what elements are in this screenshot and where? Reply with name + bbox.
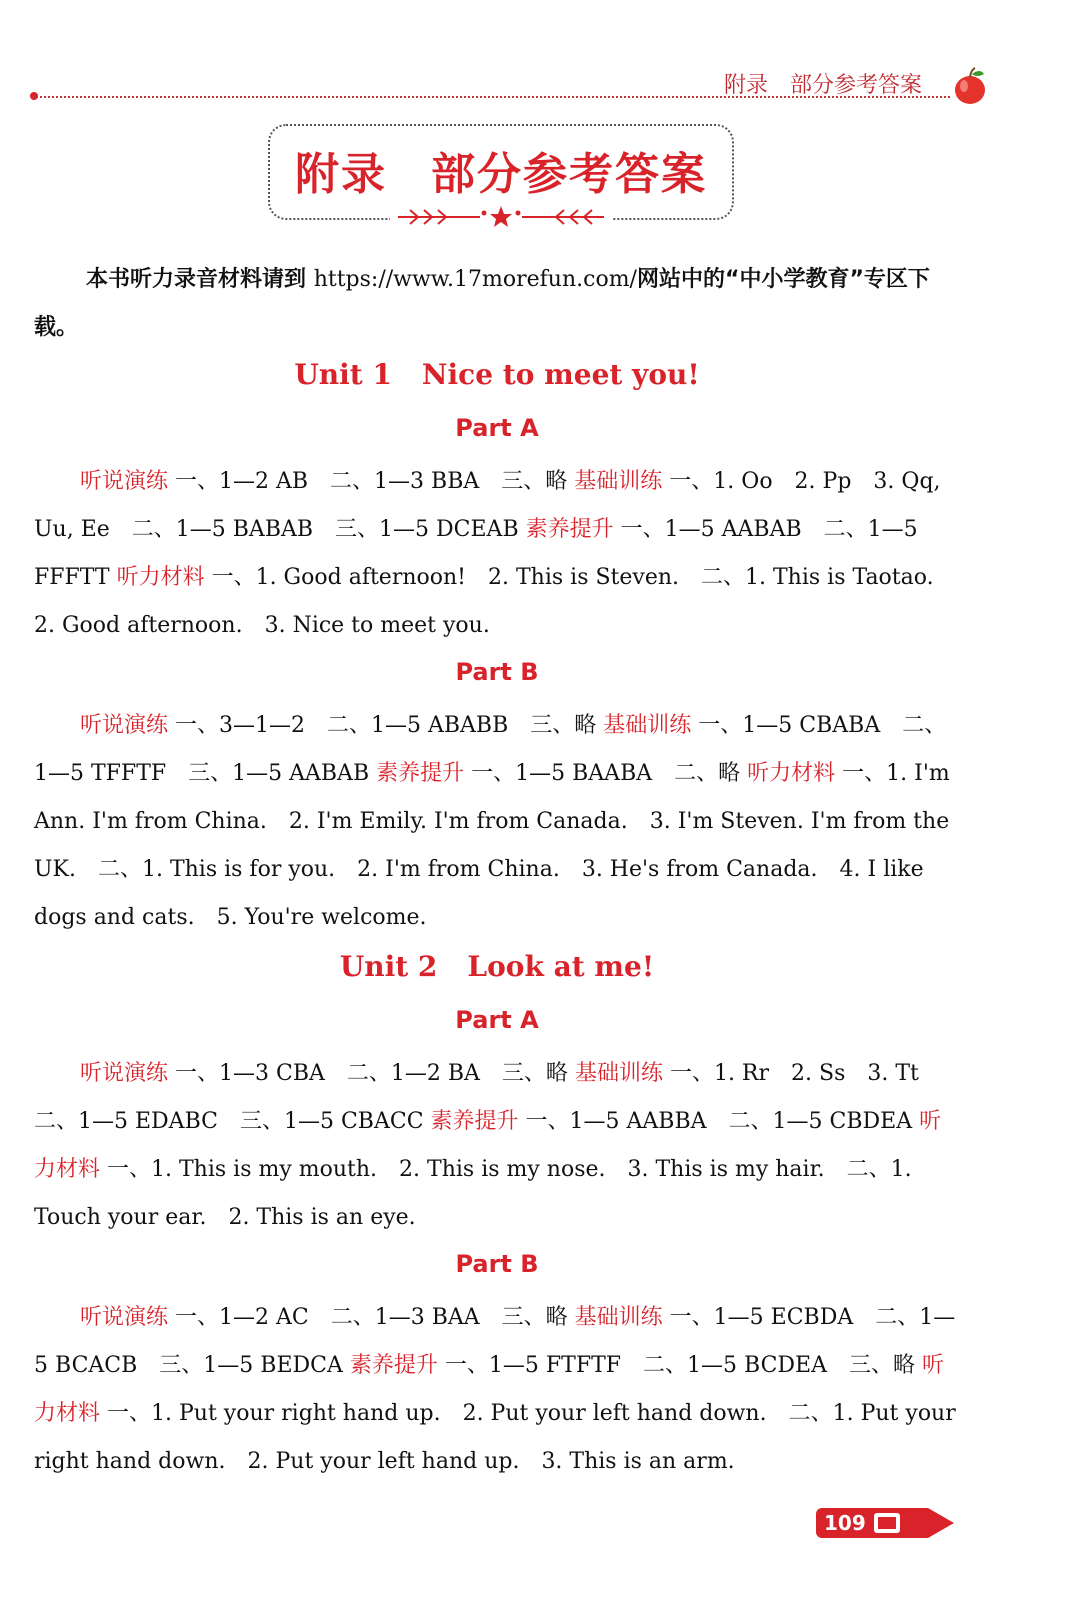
label-listen-speak: 听说演练: [80, 469, 169, 494]
label-literacy: 素养提升: [430, 1109, 519, 1134]
page-title: [270, 138, 732, 202]
label-basic: 基础训练: [574, 469, 663, 494]
unit-2-part-b-heading: Part B: [455, 1250, 539, 1278]
unit-1-heading: Unit 1 Nice to meet you!: [294, 358, 700, 391]
unit-1-part-a-answers: 听说演练 一、1—2 AB 二、1—3 BBA 三、略 基础训练 一、1. Oo 2. Pp 3. Qq, Uu, Ee 二、1—5 BABAB 三、1—5 DCEAB 素养提升 一、1—5 AABAB 二、1—5 FFFTT 听力材料 一、1. Good afternoon! 2. This is Steven. 二、1. This is Taotao. 2. Good afternoon. 3. Nice to meet you.: [34, 469, 956, 638]
unit-2-heading: Unit 2 Look at me!: [339, 950, 655, 983]
label-listening-material: 听力材料: [747, 761, 836, 786]
label-basic: 基础训练: [574, 1305, 663, 1330]
unit-2-part-b-answers: 听说演练 一、1—2 AC 二、1—3 BAA 三、略 基础训练 一、1—5 ECBDA 二、1—5 BCACB 三、1—5 BEDCA 素养提升 一、1—5 FTFTF 二、1—5 BCDEA 三、略 听力材料 一、1. Put your right hand up. 2. Put your left hand down. 二、1. Put your right hand down. 2. Put your left hand up. 3. This is an arm.: [34, 1305, 956, 1474]
download-note: 本书听力录音材料请到 https://www.17morefun.com/网站中的“中小学教育”专区下载。: [34, 267, 930, 340]
unit-1-part-b-heading: Part B: [455, 658, 539, 686]
title-answers: 部分参考答案: [431, 149, 707, 200]
label-literacy: 素养提升: [349, 1353, 438, 1378]
running-header: [724, 68, 922, 99]
ornament-icon: [390, 204, 612, 230]
download-url[interactable]: https://www.17morefun.com/: [313, 267, 637, 292]
label-basic: 基础训练: [603, 713, 692, 738]
label-listening-material: 听力材料: [34, 1109, 942, 1182]
label-literacy: 素养提升: [376, 761, 465, 786]
header-appendix: 附录: [723, 73, 768, 98]
unit-2-part-a-heading: Part A: [455, 1006, 539, 1034]
label-literacy: 素养提升: [525, 517, 614, 542]
page-flag-icon: [868, 1508, 954, 1538]
header-section: 部分参考答案: [789, 73, 922, 98]
label-listen-speak: 听说演练: [80, 713, 169, 738]
label-listening-material: 听力材料: [116, 565, 205, 590]
title-frame: [268, 124, 734, 220]
unit-1-part-a-heading: Part A: [455, 414, 539, 442]
label-listen-speak: 听说演练: [80, 1061, 169, 1086]
label-listening-material: 听力材料: [34, 1353, 945, 1426]
title-appendix: 附录: [295, 149, 387, 200]
label-listen-speak: 听说演练: [80, 1305, 169, 1330]
apple-icon: [950, 66, 990, 106]
unit-1-part-b-answers: 听说演练 一、3—1—2 二、1—5 ABABB 三、略 基础训练 一、1—5 CBABA 二、1—5 TFFTF 三、1—5 AABAB 素养提升 一、1—5 BAABA 二、略 听力材料 一、1. I'm Ann. I'm from China. 2. I'm Emily. I'm from Canada. 3. I'm Steven. I'm from the UK. 二、1. This is for you. 2. I'm from China. 3. He's from Canada. 4. I like dogs and cats. 5. You're welcome.: [34, 713, 950, 930]
page-number: 109: [816, 1508, 874, 1538]
unit-2-part-a-answers: 听说演练 一、1—3 CBA 二、1—2 BA 三、略 基础训练 一、1. Rr 2. Ss 3. Tt 二、1—5 EDABC 三、1—5 CBACC 素养提升 一、1—5 AABBA 二、1—5 CBDEA 听力材料 一、1. This is my mouth. 2. This is my nose. 3. This is my hair. 二、1. Touch your ear. 2. This is an eye.: [34, 1061, 942, 1230]
label-basic: 基础训练: [574, 1061, 663, 1086]
